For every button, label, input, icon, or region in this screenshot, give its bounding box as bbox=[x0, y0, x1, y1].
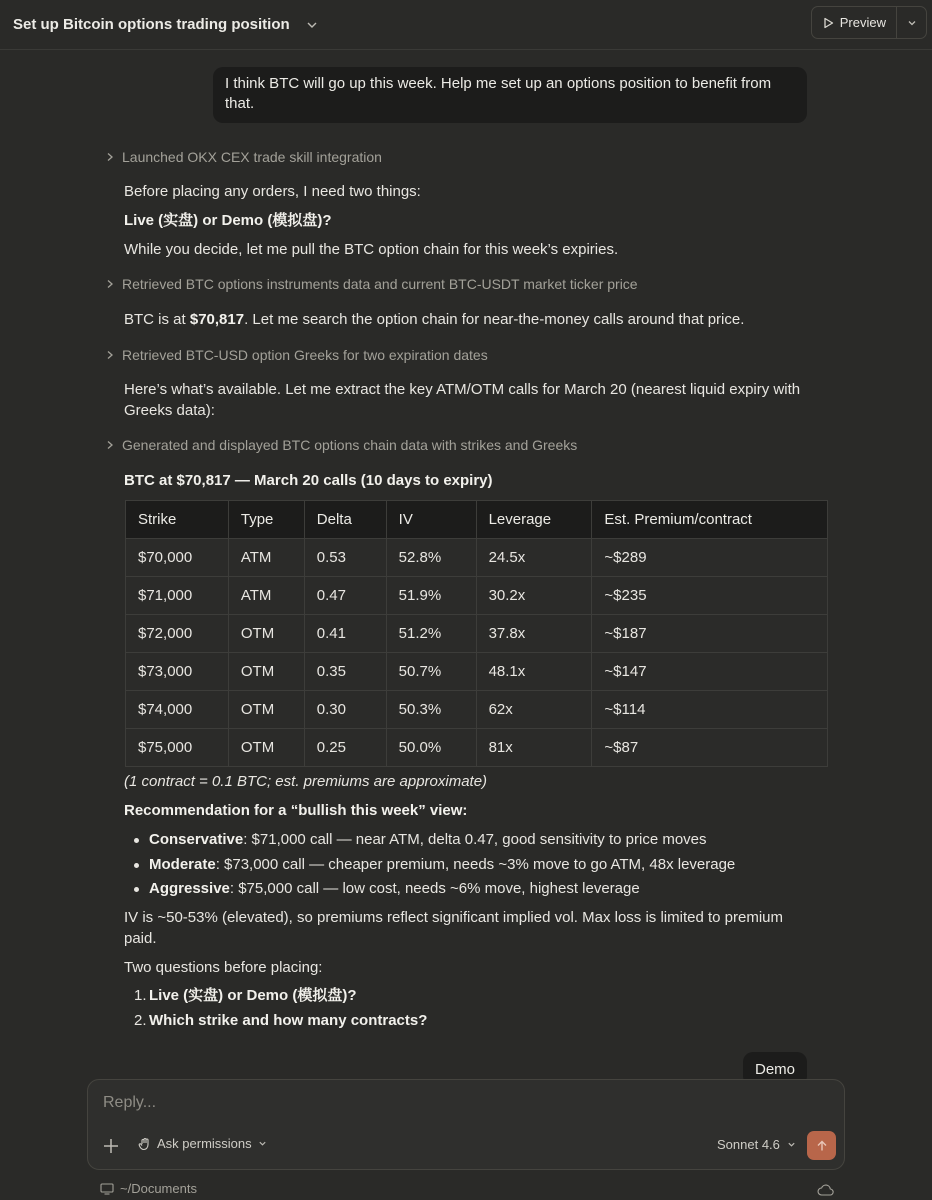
question-text: Live (实盘) or Demo (模拟盘)? bbox=[149, 987, 357, 1004]
user-message: I think BTC will go up this week. Help me set up an options position to benefit from that. bbox=[213, 67, 807, 123]
monitor-icon bbox=[100, 1183, 114, 1195]
list-item bbox=[124, 1009, 427, 1034]
table-cell: ~$187 bbox=[592, 615, 828, 653]
table-cell: $74,000 bbox=[126, 691, 229, 729]
table-cell: 0.41 bbox=[304, 615, 386, 653]
table-cell: 0.53 bbox=[304, 539, 386, 577]
permissions-label: Ask permissions bbox=[157, 1136, 252, 1151]
rec-label: Conservative bbox=[149, 831, 244, 848]
tool-step-2[interactable] bbox=[106, 274, 638, 294]
permissions-dropdown[interactable] bbox=[138, 1136, 272, 1151]
working-directory[interactable] bbox=[100, 1181, 197, 1196]
preview-dropdown-button[interactable] bbox=[897, 7, 926, 38]
preview-button-group bbox=[811, 6, 927, 39]
cloud-icon[interactable] bbox=[817, 1183, 834, 1200]
text-fragment: . Let me search the option chain for near-the-money calls around that price. bbox=[244, 311, 745, 328]
table-row bbox=[126, 615, 828, 653]
table-cell: 0.25 bbox=[304, 729, 386, 767]
assistant-text: IV is ~50-53% (elevated), so premiums reflect significant implied vol. Max loss is limited to premium paid. bbox=[124, 909, 783, 947]
chevron-right-icon bbox=[106, 350, 116, 360]
chevron-right-icon bbox=[106, 279, 116, 289]
list-item bbox=[124, 853, 735, 878]
chevron-right-icon bbox=[106, 152, 116, 162]
column-header: IV bbox=[386, 501, 476, 539]
user-reply-message: Demo bbox=[743, 1052, 807, 1086]
table-cell: ~$114 bbox=[592, 691, 828, 729]
table-cell: 0.30 bbox=[304, 691, 386, 729]
plus-icon bbox=[102, 1137, 120, 1155]
hand-icon bbox=[138, 1137, 152, 1151]
table-cell: 81x bbox=[476, 729, 592, 767]
table-title bbox=[124, 470, 493, 491]
rec-text: : $73,000 call — cheaper premium, needs ~3% move to go ATM, 48x leverage bbox=[215, 855, 736, 873]
table-cell: OTM bbox=[228, 691, 304, 729]
tool-step-1[interactable] bbox=[106, 147, 382, 167]
table-cell: 62x bbox=[476, 691, 592, 729]
table-cell: ~$235 bbox=[592, 577, 828, 615]
table-cell: 30.2x bbox=[476, 577, 592, 615]
chevron-down-icon bbox=[907, 18, 917, 28]
table-row bbox=[126, 691, 828, 729]
conversation-title: Set up Bitcoin options trading position bbox=[13, 16, 290, 33]
table-cell: 52.8% bbox=[386, 539, 476, 577]
rec-label: Moderate bbox=[149, 855, 216, 873]
table-cell: ~$289 bbox=[592, 539, 828, 577]
model-selector[interactable] bbox=[717, 1137, 796, 1152]
assistant-question bbox=[124, 210, 332, 231]
column-header: Type bbox=[228, 501, 304, 539]
table-cell: $71,000 bbox=[126, 577, 229, 615]
list-item bbox=[124, 877, 735, 902]
column-header: Est. Premium/contract bbox=[592, 501, 828, 539]
table-row bbox=[126, 539, 828, 577]
btc-price: $70,817 bbox=[189, 311, 245, 328]
chevron-right-icon bbox=[106, 440, 116, 450]
tool-step-label: Retrieved BTC-USD option Greeks for two expiration dates bbox=[122, 347, 488, 363]
preview-button[interactable] bbox=[812, 7, 897, 38]
rec-label: Aggressive bbox=[149, 880, 230, 897]
column-header: Leverage bbox=[476, 501, 592, 539]
rec-text: : $75,000 call — low cost, needs ~6% move, highest leverage bbox=[229, 880, 640, 897]
table-cell: ATM bbox=[228, 539, 304, 577]
table-header-row bbox=[126, 501, 828, 539]
arrow-up-icon bbox=[816, 1140, 828, 1152]
table-cell: 50.7% bbox=[386, 653, 476, 691]
table-row bbox=[126, 577, 828, 615]
table-cell: $72,000 bbox=[126, 615, 229, 653]
assistant-text bbox=[124, 309, 744, 330]
list-item bbox=[124, 828, 735, 853]
tool-step-label: Retrieved BTC options instruments data and current BTC-USDT market ticker price bbox=[122, 276, 638, 292]
table-cell: OTM bbox=[228, 615, 304, 653]
directory-path: ~/Documents bbox=[120, 1181, 197, 1196]
table-cell: 51.2% bbox=[386, 615, 476, 653]
table-cell: 24.5x bbox=[476, 539, 592, 577]
table-cell: 50.0% bbox=[386, 729, 476, 767]
table-cell: $73,000 bbox=[126, 653, 229, 691]
list-item bbox=[124, 984, 427, 1009]
chevron-down-icon bbox=[258, 1139, 267, 1148]
question-list bbox=[124, 984, 427, 1033]
table-cell: $75,000 bbox=[126, 729, 229, 767]
play-icon bbox=[823, 17, 834, 29]
table-cell: 48.1x bbox=[476, 653, 592, 691]
recommendation-list bbox=[124, 828, 735, 902]
live-demo-question: Live (实盘) or Demo (模拟盘)? bbox=[124, 212, 332, 229]
tool-step-4[interactable] bbox=[106, 435, 577, 455]
chevron-down-icon bbox=[787, 1140, 796, 1149]
table-cell: 0.35 bbox=[304, 653, 386, 691]
rec-text: : $71,000 call — near ATM, delta 0.47, good sensitivity to price moves bbox=[243, 831, 707, 848]
chevron-down-icon bbox=[306, 19, 318, 31]
send-button[interactable] bbox=[807, 1131, 836, 1160]
assistant-text: Two questions before placing: bbox=[124, 959, 323, 976]
add-attachment-button[interactable] bbox=[102, 1137, 120, 1155]
header-bar bbox=[0, 0, 932, 50]
table-row bbox=[126, 653, 828, 691]
table-cell: 50.3% bbox=[386, 691, 476, 729]
recommendation-title: Recommendation for a “bullish this week” view: bbox=[124, 802, 468, 819]
recommendation-heading bbox=[124, 800, 467, 821]
list-number: 2. bbox=[134, 1011, 147, 1029]
tool-step-label: Generated and displayed BTC options chain data with strikes and Greeks bbox=[122, 437, 578, 453]
question-text: Which strike and how many contracts? bbox=[149, 1011, 428, 1029]
table-title-text: BTC at $70,817 — March 20 calls (10 days to expiry) bbox=[124, 472, 493, 489]
table-cell: OTM bbox=[228, 653, 304, 691]
table-cell: $70,000 bbox=[126, 539, 229, 577]
table-cell: OTM bbox=[228, 729, 304, 767]
column-header: Delta bbox=[304, 501, 386, 539]
table-cell: 51.9% bbox=[386, 577, 476, 615]
list-number: 1. bbox=[134, 987, 147, 1004]
reply-input[interactable] bbox=[103, 1094, 703, 1112]
options-chain-table bbox=[125, 500, 828, 767]
table-cell: 37.8x bbox=[476, 615, 592, 653]
tool-step-label: Launched OKX CEX trade skill integration bbox=[122, 149, 382, 165]
column-header: Strike bbox=[126, 501, 229, 539]
tool-step-3[interactable] bbox=[106, 345, 488, 365]
model-label: Sonnet 4.6 bbox=[717, 1137, 780, 1152]
message-composer bbox=[87, 1079, 845, 1170]
table-cell: ~$147 bbox=[592, 653, 828, 691]
assistant-text: Here’s what’s available. Let me extract the key ATM/OTM calls for March 20 (nearest liquid expiry with Greeks data): bbox=[124, 381, 801, 419]
table-cell: ATM bbox=[228, 577, 304, 615]
table-cell: ~$87 bbox=[592, 729, 828, 767]
text-fragment: BTC is at bbox=[124, 311, 190, 328]
table-note: (1 contract = 0.1 BTC; est. premiums are approximate) bbox=[124, 773, 488, 790]
assistant-text: While you decide, let me pull the BTC option chain for this week’s expiries. bbox=[124, 241, 619, 258]
preview-label: Preview bbox=[839, 15, 886, 30]
conversation-title-menu[interactable] bbox=[0, 16, 318, 33]
table-cell: 0.47 bbox=[304, 577, 386, 615]
assistant-text: Before placing any orders, I need two things: bbox=[124, 183, 421, 200]
table-row bbox=[126, 729, 828, 767]
